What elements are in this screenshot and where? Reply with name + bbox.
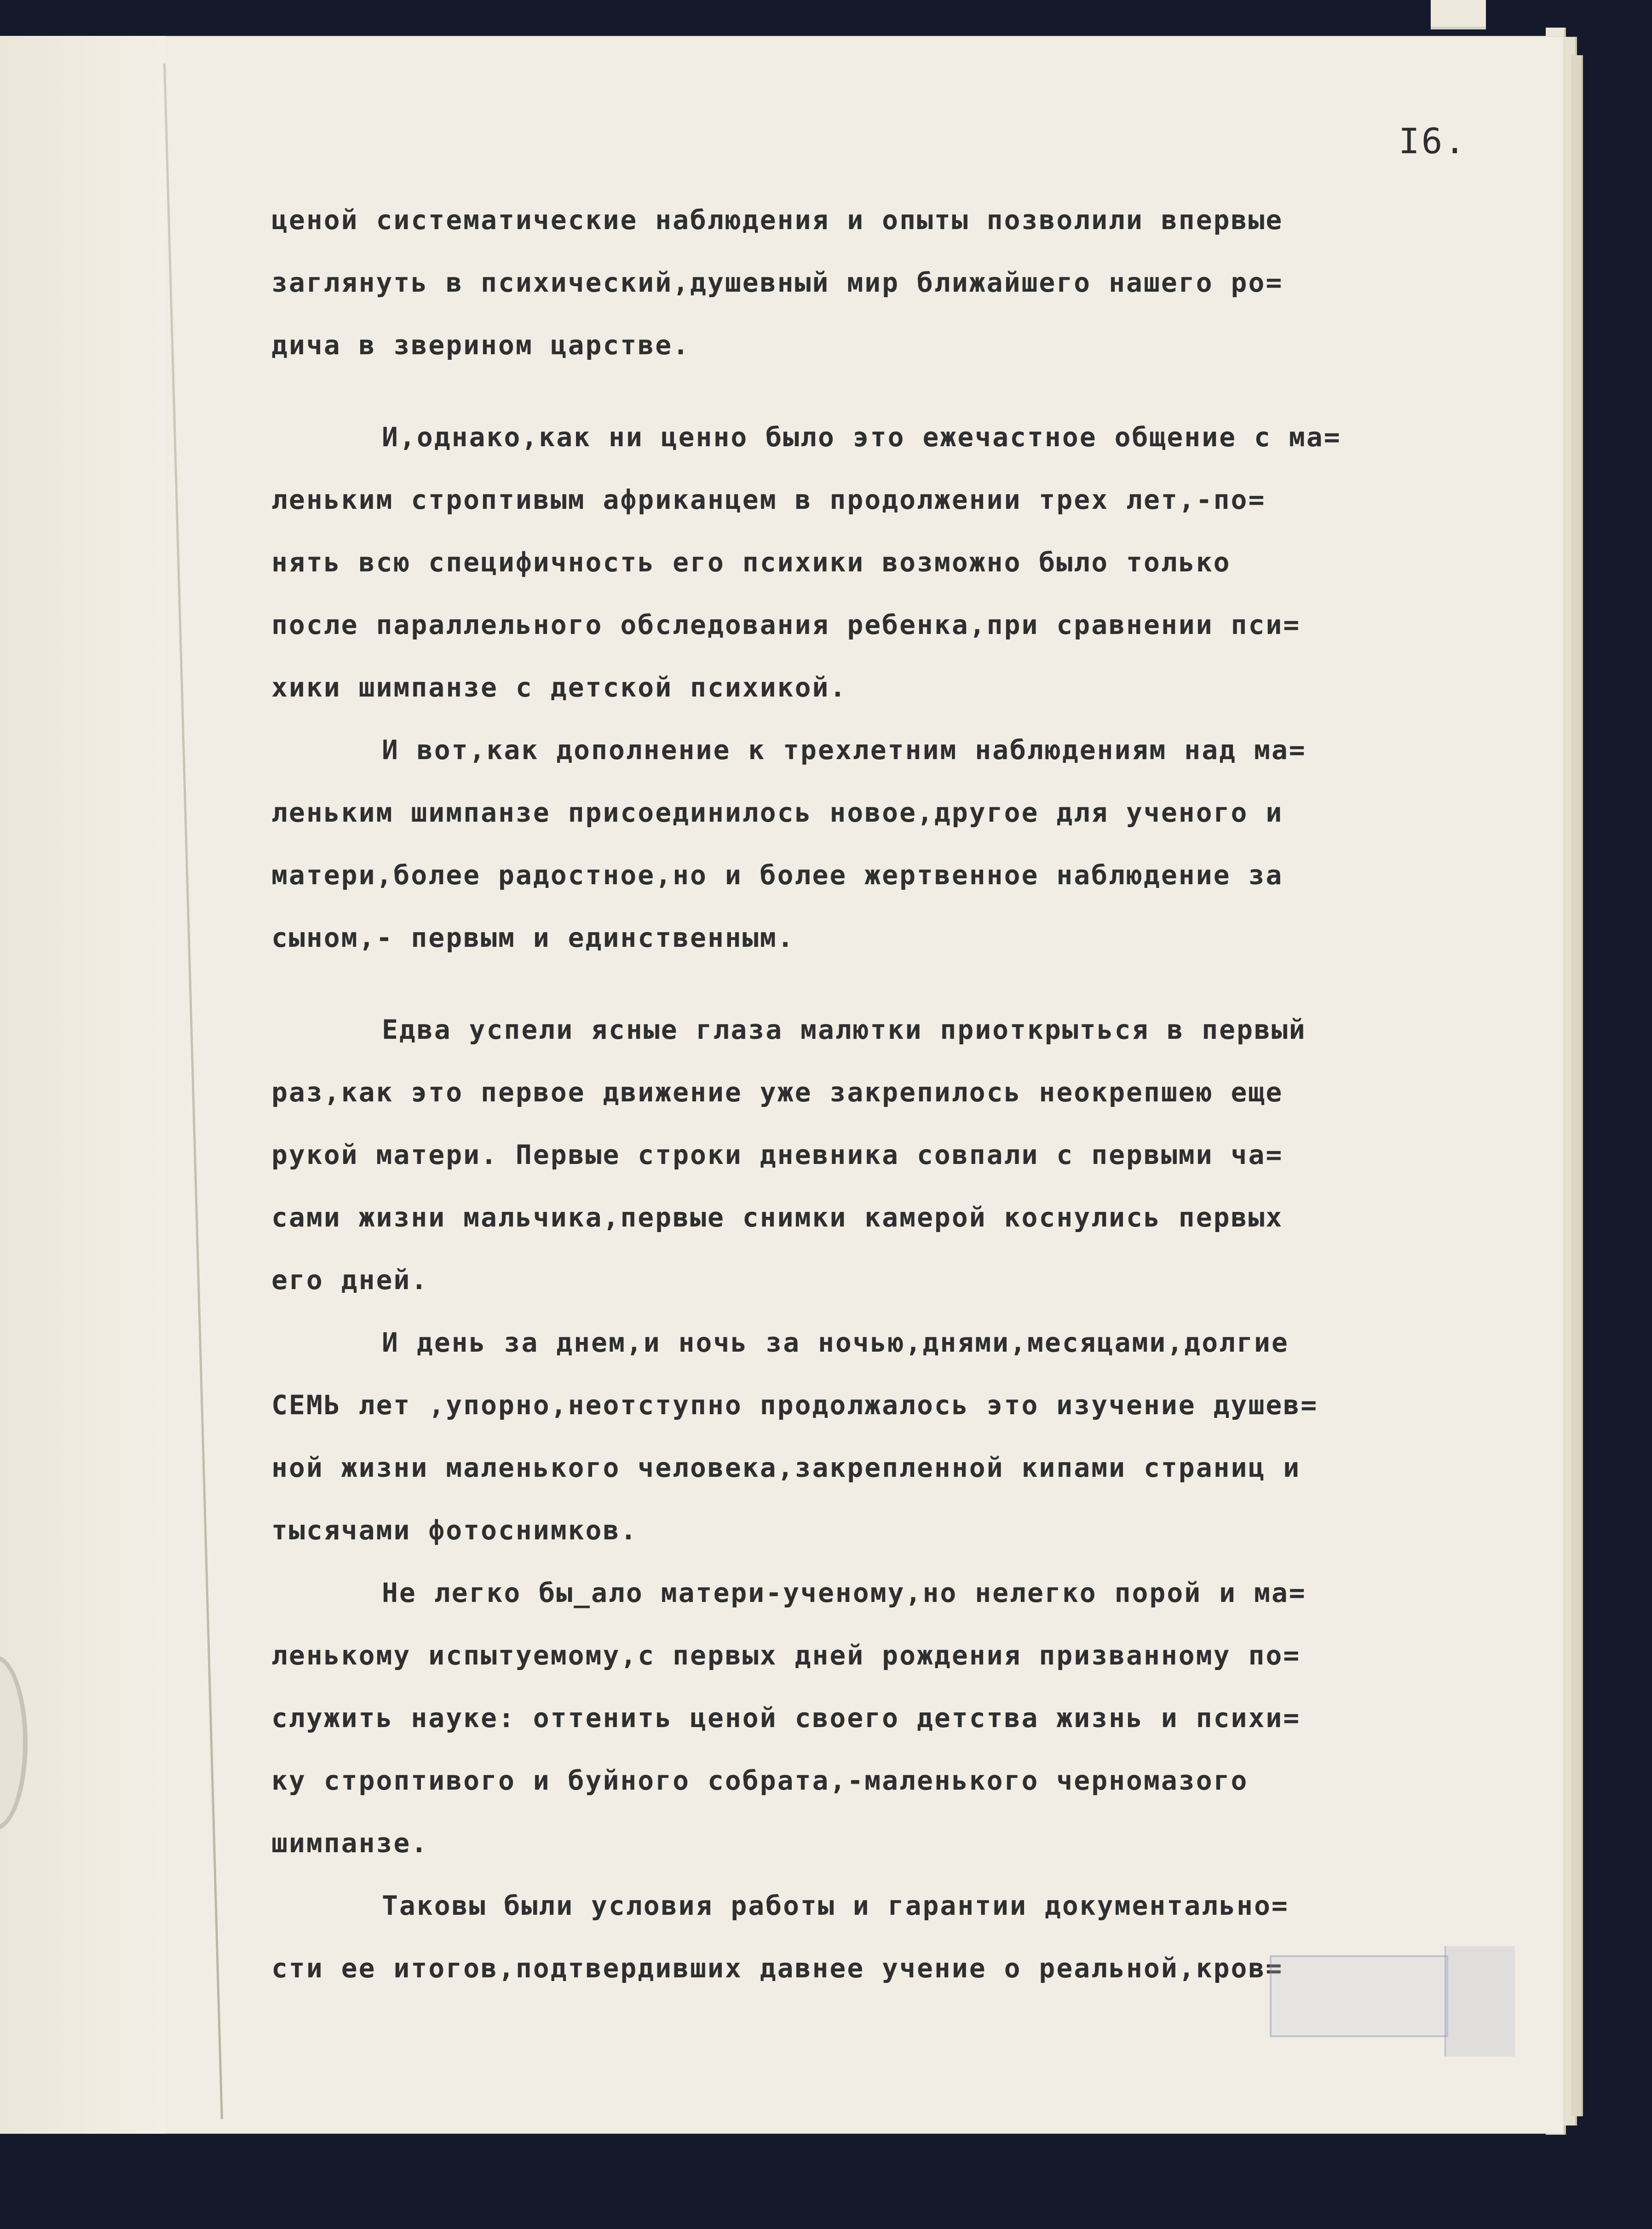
text-line: нять всю специфичность его психики возможно было только (271, 547, 1231, 578)
page-margin-shade (0, 36, 166, 2134)
archive-stamp (1270, 1955, 1448, 2037)
text-line: И вот,как дополнение к трехлетним наблюдениям над ма= (382, 734, 1307, 766)
text-line: ценой систематические наблюдения и опыты позволили впервые (271, 204, 1284, 236)
text-line: Таковы были условия работы и гарантии документально= (382, 1890, 1289, 1921)
text-line: матери,более радостное,но и более жертвенное наблюдение за (271, 859, 1284, 891)
archive-stamp-tab (1445, 1946, 1515, 2056)
text-line: ку строптивого и буйного собрата,-маленького черномазого (271, 1765, 1249, 1796)
text-line: СЕМЬ лет ,упорно,неотступно продолжалось это изучение душев= (271, 1389, 1318, 1421)
text-line: сти ее итогов,подтвердивших давнее учение о реальной,кров= (271, 1953, 1284, 1984)
page-fold-line (163, 63, 223, 2119)
text-line: служить науке: оттенить ценой своего детства жизнь и психи= (271, 1702, 1301, 1734)
text-line: Не легко бы_ало матери-ученому,но нелегко порой и ма= (382, 1577, 1307, 1608)
page-stack-edge (1571, 55, 1583, 2116)
text-line: раз,как это первое движение уже закрепилось неокрепшею еще (271, 1077, 1284, 1108)
text-line: после параллельного обследования ребенка,при сравнении пси= (271, 609, 1301, 640)
text-line: леньким строптивым африканцем в продолжении трех лет,-по= (271, 484, 1266, 515)
text-line: Едва успели ясные глаза малютки приоткрыться в первый (382, 1014, 1307, 1045)
page-number: I6. (1399, 121, 1468, 161)
text-line: леньким шимпанзе присоединилось новое,другое для ученого и (271, 797, 1284, 828)
text-line: сыном,- первым и единственным. (271, 922, 795, 953)
text-line: рукой матери. Первые строки дневника совпали с первыми ча= (271, 1139, 1284, 1170)
text-line: шимпанзе. (271, 1827, 429, 1859)
text-line: ной жизни маленького человека,закрепленной кипами страниц и (271, 1452, 1301, 1483)
text-line: тысячами фотоснимков. (271, 1515, 638, 1546)
text-line: заглянуть в психический,душевный мир ближайшего нашего ро= (271, 267, 1284, 298)
typewritten-text (271, 189, 1486, 1999)
text-line: дича в зверином царстве. (271, 329, 691, 361)
text-line: его дней. (271, 1264, 429, 1296)
text-line: И день за днем,и ночь за ночью,днями,месяцами,долгие (382, 1327, 1289, 1358)
text-line: сами жизни мальчика,первые снимки камерой коснулись первых (271, 1202, 1284, 1233)
text-line: ленькому испытуемому,с первых дней рождения призванному по= (271, 1640, 1301, 1671)
text-line: И,однако,как ни ценно было это ежечастное общение с ма= (382, 421, 1341, 453)
back-sheet-edge (1431, 0, 1486, 29)
text-line: хики шимпанзе с детской психикой. (271, 672, 847, 703)
